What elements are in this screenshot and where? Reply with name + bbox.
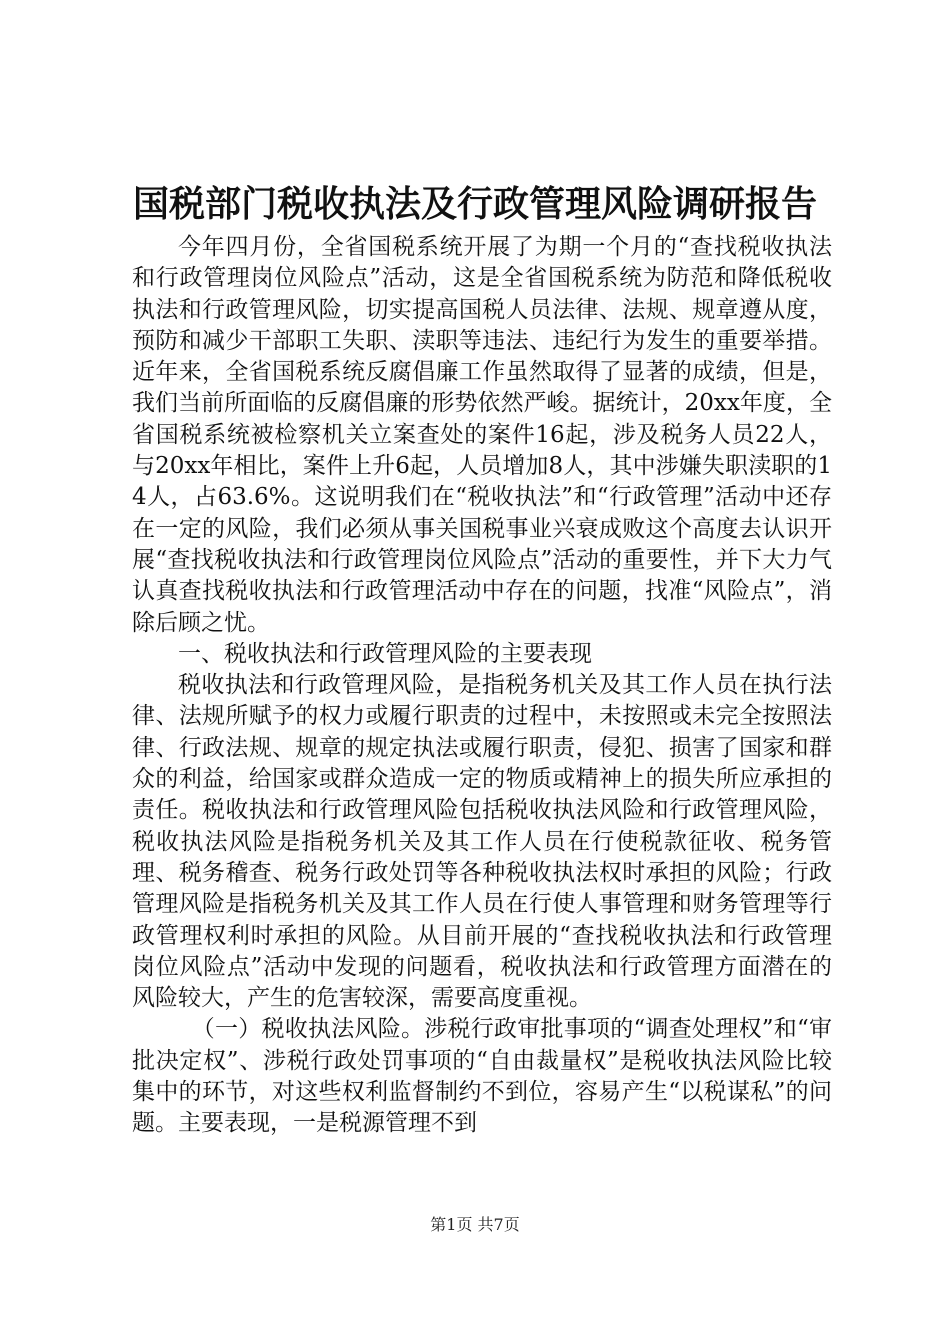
page-footer: 第1页 共7页 [430,1215,520,1234]
paragraph-tax-enforcement-risk: （一）税收执法风险。涉税行政审批事项的“调查处理权”和“审批决定权”、涉税行政处罚事项的“自由裁量权”是税收执法风险比较集中的环节，对这些权利监督制约不到位，容易产生“以税谋私”的问题。主要表现，一是税源管理不到 [132,1016,832,1137]
paragraph-definition: 税收执法和行政管理风险，是指税务机关及其工作人员在执行法律、法规所赋予的权力或履行职责的过程中，未按照或未完全按照法律、行政法规、规章的规定执法或履行职责，侵犯、损害了国家和群众的利益，给国家或群众造成一定的物质或精神上的损失所应承担的责任。税收执法和行政管理风险包括税收执法风险和行政管理风险，税收执法风险是指税务机关及其工作人员在行使税款征收、税务管理、税务稽查、税务行政处罚等各种税收执法权时承担的风险；行政管理风险是指税务机关及其工作人员在行使人事管理和财务管理等行政管理权利时承担的风险。从目前开展的“查找税收执法和行政管理岗位风险点”活动中发现的问题看，税收执法和行政管理方面潜在的风险较大，产生的危害较深，需要高度重视。 [132,672,832,1012]
document-title: 国税部门税收执法及行政管理风险调研报告 [132,183,817,225]
section-heading: 一、税收执法和行政管理风险的主要表现 [178,640,592,667]
paragraph-intro: 今年四月份，全省国税系统开展了为期一个月的“查找税收执法和行政管理岗位风险点”活动，这是全省国税系统为防范和降低税收执法和行政管理风险，切实提高国税人员法律、法规、规章遵从度，预防和减少干部职工失职、渎职等违法、违纪行为发生的重要举措。近年来，全省国税系统反腐倡廉工作虽然取得了显著的成绩，但是，我们当前所面临的反腐倡廉的形势依然严峻。据统计，20xx年度，全省国税系统被检察机关立案查处的案件16起，涉及税务人员22人，与20xx年相比，案件上升6起，人员增加8人，其中涉嫌失职渎职的14人，占63.6%。这说明我们在“税收执法”和“行政管理”活动中还存在一定的风险，我们必须从事关国税事业兴衰成败这个高度去认识开展“查找税收执法和行政管理岗位风险点”活动的重要性，并下大力气认真查找税收执法和行政管理活动中存在的问题，找准“风险点”，消除后顾之忧。 [132,234,832,636]
document-body [132,232,832,1140]
